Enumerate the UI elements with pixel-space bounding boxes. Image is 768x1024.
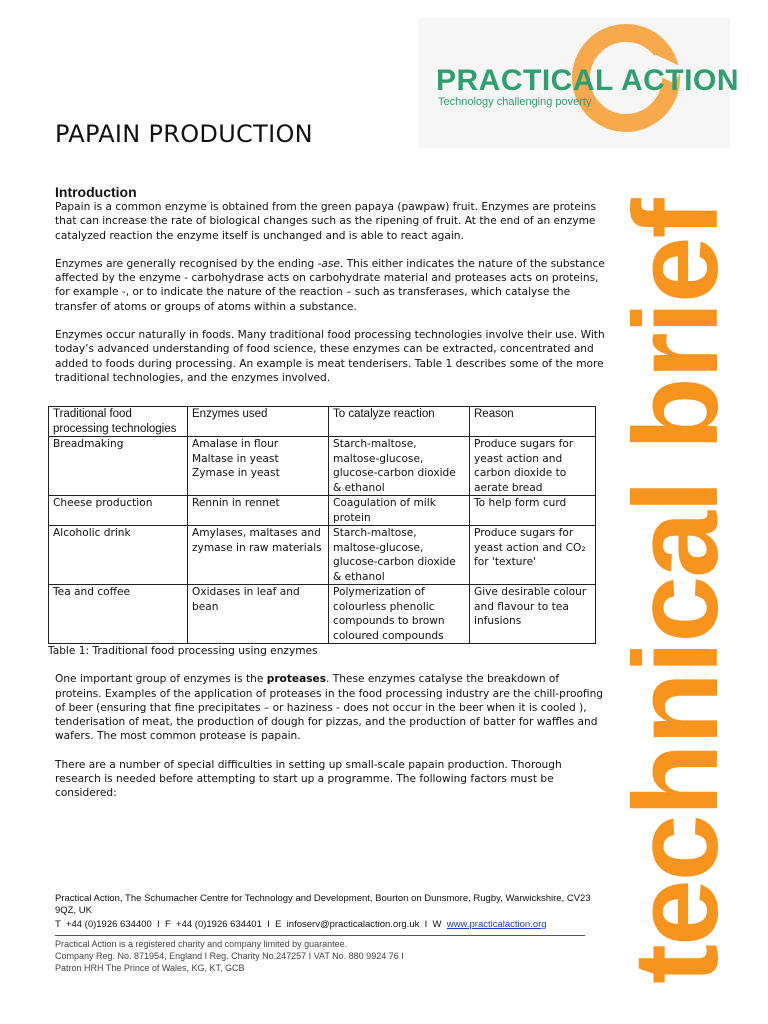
ase-suffix: -ase — [317, 257, 340, 270]
intro-heading: Introduction — [55, 184, 137, 200]
table-cell: Alcoholic drink — [49, 526, 188, 585]
document-body — [48, 184, 605, 815]
table-cell: Cheese production — [49, 496, 188, 526]
paragraph-text: . These enzymes catalyse the breakdown of proteins. Examples of the application of proteases in the food processing industry are the chill-proofing of beer (ensuring that fine precipitates – or haziness - does not occur in the beer when it is cooled ), tenderisation of meat, the production of dough for pizzas, and the production of batter for waffles and wafers. The most common protease is papain. — [55, 673, 604, 743]
table-cell: Amylases, maltases and zymase in raw materials — [188, 526, 329, 585]
table-cell: Give desirable colour and flavour to tea infusions — [470, 585, 596, 644]
footer-legal-line: Patron HRH The Prince of Wales, KG, KT, GCB — [55, 963, 245, 973]
paragraph-difficulties: There are a number of special difficulties in setting up small-scale papain production. Thorough research is needed before attempting to start up a programme. The following factors must be considered: — [55, 758, 562, 800]
footer-legal-line: Practical Action is a registered charity and company limited by guarantee. — [55, 939, 348, 949]
brand-name: PRACTICAL ACTION — [436, 64, 739, 97]
paragraph-text: Enzymes are generally recognised by the ending — [55, 257, 318, 270]
paragraph-text: . This either indicates the nature of the substance affected by the enzyme - carbohydrase acts on carbohydrate material and proteases acts on proteins, for example -, or to indicate the nature of the reaction – such as transferases, which catalyse the transfer of atoms or groups of atoms within a substance. — [55, 257, 605, 313]
enzymes-table — [48, 406, 596, 644]
footer-divider — [55, 935, 585, 936]
table-cell: Produce sugars for yeast action and CO₂ for 'texture' — [470, 526, 596, 585]
table-row — [49, 496, 596, 526]
technical-brief-label: technical brief — [609, 200, 743, 984]
column-header: Reason — [470, 407, 596, 437]
column-header: Traditional food processing technologies — [49, 407, 188, 437]
table-cell: Coagulation of milk protein — [329, 496, 470, 526]
page-footer — [55, 893, 595, 974]
footer-legal-line: Company Reg. No. 871954, England I Reg. Charity No.247257 I VAT No. 880 9924 76 I — [55, 951, 404, 961]
column-header: Enzymes used — [188, 407, 329, 437]
table-cell: Starch-maltose, maltose-glucose, glucose-carbon dioxide & ethanol — [329, 437, 470, 496]
page-title: PAPAIN PRODUCTION — [55, 120, 313, 148]
table-header-row — [49, 407, 596, 437]
brand-tagline: Technology challenging poverty — [438, 96, 592, 108]
table-cell: Amalase in flour Maltase in yeast Zymase in yeast — [188, 437, 329, 496]
proteases-term: proteases — [266, 673, 327, 686]
paragraph-intro: Papain is a common enzyme is obtained from the green papaya (pawpaw) fruit. Enzymes are proteins that can increase the rate of biological changes such as the ripening of fruit. At the end of an enzyme catalyzed reaction the enzyme itself is unchanged and is able to react again. — [55, 201, 597, 242]
table-row — [49, 526, 596, 585]
table-caption: Table 1: Traditional food processing using enzymes — [48, 645, 318, 658]
website-link[interactable]: www.practicalaction.org — [446, 919, 547, 930]
table-cell: To help form curd — [470, 496, 596, 526]
table-cell: Oxidases in leaf and bean — [188, 585, 329, 644]
paragraph-enzymes-in-foods: Enzymes occur naturally in foods. Many traditional food processing technologies involve their use. With today’s advanced understanding of food science, these enzymes can be extracted, concentrated and added to foods during processing. An example is meat tenderisers. Table 1 describes some of the more traditional technologies, and the enzymes involved. — [55, 329, 605, 384]
contact-details: T +44 (0)1926 634400 I F +44 (0)1926 634401 I E infoserv@practicalaction.org.uk I W — [55, 919, 447, 930]
paragraph-enzyme-naming — [55, 257, 605, 314]
paragraph-proteases — [55, 672, 605, 743]
footer-address: Practical Action, The Schumacher Centre for Technology and Development, Bourton on Dunsmore, Rugby, Warwickshire, CV23 9QZ, UK — [55, 893, 591, 916]
table-cell: Tea and coffee — [49, 585, 188, 644]
table-row — [49, 585, 596, 644]
table-cell: Produce sugars for yeast action and carbon dioxide to aerate bread — [470, 437, 596, 496]
table-cell: Polymerization of colourless phenolic compounds to brown coloured compounds — [329, 585, 470, 644]
table-cell: Breadmaking — [49, 437, 188, 496]
footer-contact — [55, 919, 595, 931]
table-cell: Starch-maltose, maltose-glucose, glucose-carbon dioxide & ethanol — [329, 526, 470, 585]
table-cell: Rennin in rennet — [188, 496, 329, 526]
column-header: To catalyze reaction — [329, 407, 470, 437]
paragraph-text: One important group of enzymes is the — [55, 673, 267, 686]
table-row — [49, 437, 596, 496]
